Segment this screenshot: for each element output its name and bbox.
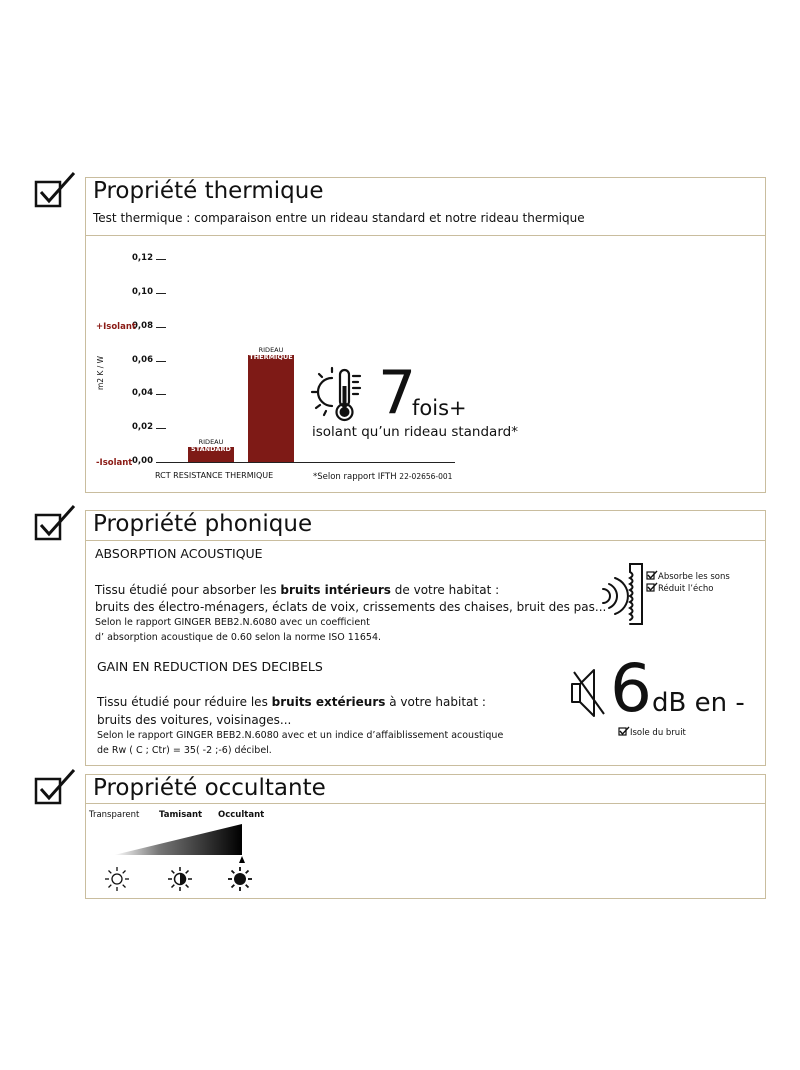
y-tick-label: 0,04	[132, 388, 153, 399]
gain-text-c: à votre habitat :	[389, 695, 486, 709]
gain-text-bold: bruits extérieurs	[271, 695, 386, 709]
y-tick-label: 0,08	[132, 320, 153, 331]
y-tick-label: 0,02	[132, 422, 153, 433]
y-axis-label: m2 K / W	[96, 355, 105, 390]
gain-line2: bruits des voitures, voisinages...	[97, 713, 292, 727]
speaker-mute-icon	[570, 666, 608, 720]
level-occultant: Occultant	[218, 810, 265, 820]
sun-half-icon	[167, 866, 193, 892]
gain-line4: de Rw ( C ; Ctr) = 35( -2 ;-6) décibel.	[97, 745, 272, 756]
absorption-line4: d’ absorption acoustique de 0.60 selon la norme ISO 11654.	[95, 632, 382, 643]
absorption-line2: bruits des électro-ménagers, éclats de voix, crissements des chaises, bruit des pas...	[95, 600, 607, 614]
y-tick-mark	[156, 259, 166, 260]
footnote-text: *Selon rapport IFTH	[313, 472, 397, 482]
checkbox-check-icon	[34, 767, 78, 807]
footnote-ref: 22-02656-001	[399, 472, 453, 481]
absorption-title: ABSORPTION ACOUSTIQUE	[95, 546, 263, 561]
sun-full-icon	[227, 866, 253, 892]
abs-text-c: de votre habitat :	[394, 583, 500, 597]
checkbox-check-icon	[618, 726, 630, 736]
abs-text-bold: bruits intérieurs	[280, 583, 391, 597]
thermal-footnote	[313, 472, 452, 482]
y-tick-mark	[156, 428, 166, 429]
abs-text-a: Tissu étudié pour absorber les	[95, 583, 277, 597]
y-tick-mark	[156, 293, 166, 294]
thermometer-sun-icon	[310, 366, 376, 426]
y-tick-label: 0,10	[132, 286, 153, 297]
thermal-title: Propriété thermique	[93, 178, 324, 204]
sound-absorb-icon	[598, 562, 650, 628]
db-check	[618, 720, 686, 739]
gain-line3: Selon le rapport GINGER BEB2.N.6080 avec et un indice d’affaiblissement acoustique	[97, 730, 504, 741]
db-suffix: dB en -	[652, 688, 745, 718]
checkbox-check-icon	[646, 582, 658, 592]
gain-title: GAIN EN REDUCTION DES DECIBELS	[97, 659, 323, 674]
abs-check-1-label: Absorbe les sons	[658, 572, 730, 582]
thermal-big-caption: isolant qu’un rideau standard*	[312, 424, 518, 440]
y-tick-label: 0,00	[132, 456, 153, 466]
abs-check-2	[646, 576, 714, 595]
occult-title: Propriété occultante	[93, 775, 326, 801]
db-number: 6	[610, 650, 652, 727]
selected-marker-icon	[239, 856, 245, 863]
bar-thermique	[248, 355, 294, 462]
abs-check-2-label: Réduit l’écho	[658, 584, 714, 594]
checkbox-check-icon	[34, 503, 78, 543]
thermal-big-number: 7	[378, 358, 417, 428]
gain-line1	[97, 695, 486, 709]
sun-open-icon	[104, 866, 130, 892]
bar-label: RIDEAU STANDARD	[191, 437, 231, 453]
y-tick-mark	[156, 394, 166, 395]
x-axis-label: RCT RESISTANCE THERMIQUE	[155, 471, 274, 480]
thermal-big-suffix: fois+	[412, 396, 467, 420]
y-tick-label: 0,12	[132, 253, 153, 263]
level-tamisant: Tamisant	[159, 810, 203, 820]
thermal-subtitle: Test thermique : comparaison entre un rideau standard et notre rideau thermique	[93, 211, 585, 225]
absorption-line1	[95, 583, 499, 597]
db-check-label: Isole du bruit	[630, 728, 686, 738]
y-tick-label: 0,06	[132, 354, 153, 365]
y-tick-mark	[156, 327, 166, 328]
gain-text-a: Tissu étudié pour réduire les	[97, 695, 268, 709]
x-axis-line	[157, 462, 455, 463]
y-tick-mark	[156, 361, 166, 362]
level-transparent: Transparent	[89, 810, 140, 820]
phonic-title: Propriété phonique	[93, 511, 313, 537]
opacity-gradient-wedge	[100, 822, 250, 864]
side-label-high: +Isolant	[96, 322, 136, 332]
absorption-line3: Selon le rapport GINGER BEB2.N.6080 avec un coefficient	[95, 617, 370, 628]
bar-label: RIDEAU THERMIQUE	[249, 346, 293, 362]
side-label-low: -Isolant	[96, 458, 133, 468]
